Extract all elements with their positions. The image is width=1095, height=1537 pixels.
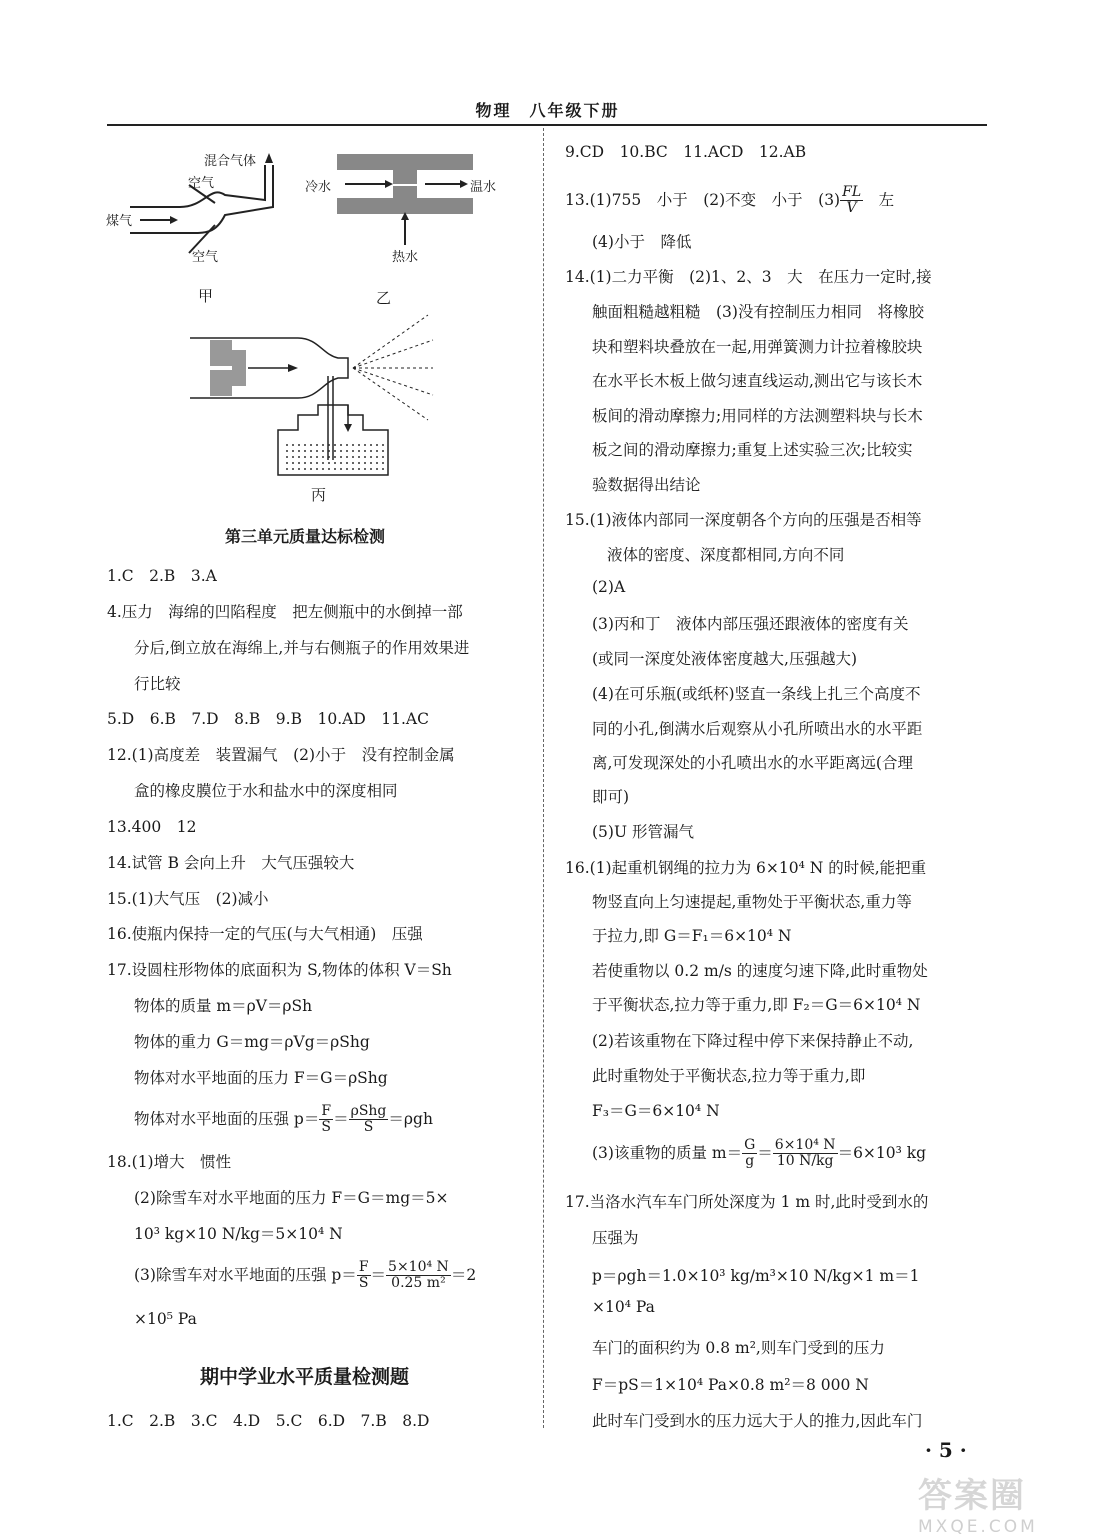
right-line-13: (3)丙和丁 液体内部压强还跟液体的密度有关 xyxy=(592,615,909,633)
fraction-f-over-s-2: $\frac{F}{S}$ xyxy=(358,1259,369,1292)
fraction-force-over-area: $\frac{\text{5×10⁴ N}}{\text{0.25 m²}}$ xyxy=(388,1259,449,1292)
right-line-12: (2)A xyxy=(592,578,626,596)
fraction-pshg-over-s: $\frac{\text{ρShg}}{S}$ xyxy=(350,1103,387,1136)
left-line-15: 物体对水平地面的压强 p＝ $\frac{F}{S}$ ＝ $\frac{\text{ρShg}}{S}$ ＝ρgh xyxy=(134,1103,433,1136)
right-line-6: 在水平长木板上做匀速直线运动,测出它与该长木 xyxy=(592,372,923,390)
figure-yi xyxy=(305,150,485,250)
right-line-34: F＝pS＝1×10⁴ Pa×0.8 m²＝8 000 N xyxy=(592,1376,869,1394)
left-line-14: 物体对水平地面的压力 F＝G＝ρShg xyxy=(134,1069,388,1087)
label-warm-water: 温水 xyxy=(470,180,497,195)
right-line-30: 压强为 xyxy=(592,1229,639,1247)
right-line-26: 此时重物处于平衡状态,拉力等于重力,即 xyxy=(592,1067,866,1085)
watermark-logo xyxy=(918,1468,1088,1537)
figure-bing-caption: 丙 xyxy=(311,486,327,504)
fraction-g-over-g: $\frac{G}{g}$ xyxy=(744,1137,756,1170)
right-line-23: 若使重物以 0.2 m/s 的速度匀速下降,此时重物处 xyxy=(592,962,928,980)
right-line-22: 于拉力,即 G＝F₁＝6×10⁴ N xyxy=(592,927,792,945)
right-line-27: F₃＝G＝6×10⁴ N xyxy=(592,1102,720,1120)
right-line-1: 13.(1)755 小于 (2)不变 小于 (3) $\frac{FL}{V}$ 左 xyxy=(565,184,895,217)
label-air-bottom: 空气 xyxy=(192,250,219,265)
left-line-9: 15.(1)大气压 (2)减小 xyxy=(107,890,269,908)
right-line-8: 板之间的滑动摩擦力;重复上述实验三次;比较实 xyxy=(592,441,913,459)
midterm-title: 期中学业水平质量检测题 xyxy=(200,1366,410,1388)
label-air-top: 空气 xyxy=(188,176,215,191)
left-line-16: 18.(1)增大 惯性 xyxy=(107,1153,232,1171)
left-line-5: 12.(1)高度差 装置漏气 (2)小于 没有控制金属 xyxy=(107,746,455,764)
right-line-5: 块和塑料块叠放在一起,用弹簧测力计拉着橡胶块 xyxy=(592,338,923,356)
right-line-20: 16.(1)起重机钢绳的拉力为 6×10⁴ N 的时候,能把重 xyxy=(565,859,927,877)
page-number: · 5 · xyxy=(925,1438,967,1462)
left-line-4: 5.D 6.B 7.D 8.B 9.B 10.AD 11.AC xyxy=(107,710,429,728)
unit3-title: 第三单元质量达标检测 xyxy=(225,527,386,546)
left-line-3: 行比较 xyxy=(134,675,181,693)
mass-formula-label: (3)该重物的质量 m＝ xyxy=(592,1143,743,1162)
right-line-7: 板间的滑动摩擦力;用同样的方法测塑料块与长木 xyxy=(592,407,923,425)
header-rule xyxy=(107,124,987,126)
watermark-url: MXQE.COM xyxy=(918,1517,1038,1537)
page-header: 物理 八年级下册 xyxy=(475,101,620,120)
right-line-11: 液体的密度、深度都相同,方向不同 xyxy=(607,546,845,564)
left-line-20: ×10⁵ Pa xyxy=(134,1310,197,1328)
right-line-14: (或同一深度处液体密度越大,压强越大) xyxy=(592,650,858,668)
right-line-9: 验数据得出结论 xyxy=(592,476,701,494)
right-line-3: 14.(1)二力平衡 (2)1、2、3 大 在压力一定时,接 xyxy=(565,268,932,286)
left-line-13: 物体的重力 G＝mg＝ρVg＝ρShg xyxy=(134,1033,370,1051)
right-line-18: 即可) xyxy=(592,788,630,806)
left-line-0: 1.C 2.B 3.A xyxy=(107,567,217,585)
right-line-17: 离,可发现深处的小孔喷出水的水平距离远(合理 xyxy=(592,754,913,772)
right-line-16: 同的小孔,倒满水后观察从小孔所喷出水的水平距 xyxy=(592,720,923,738)
right-line-35: 此时车门受到水的压力远大于人的推力,因此车门 xyxy=(592,1412,923,1430)
right-line-32: ×10⁴ Pa xyxy=(592,1298,655,1316)
right-line-15: (4)在可乐瓶(或纸杯)竖直一条线上扎三个高度不 xyxy=(592,685,921,703)
fraction-f-over-s: $\frac{F}{S}$ xyxy=(321,1103,332,1136)
left-line-10: 16.使瓶内保持一定的气压(与大气相通) 压强 xyxy=(107,925,423,943)
right-line-4: 触面粗糙越粗糙 (3)没有控制压力相同 将橡胶 xyxy=(592,303,924,321)
pressure-formula-label: 物体对水平地面的压强 p＝ xyxy=(134,1109,320,1128)
column-divider xyxy=(543,128,544,1428)
label-gas: 煤气 xyxy=(106,214,133,229)
fraction-fl-over-v: $\frac{FL}{V}$ xyxy=(842,184,862,217)
right-line-10: 15.(1)液体内部同一深度朝各个方向的压强是否相等 xyxy=(565,511,922,529)
right-line-21: 物竖直向上匀速提起,重物处于平衡状态,重力等 xyxy=(592,893,912,911)
left-line-1: 4.压力 海绵的凹陷程度 把左侧瓶中的水倒掉一部 xyxy=(107,603,463,621)
figure-bing xyxy=(188,310,438,490)
left-line-8: 14.试管 B 会向上升 大气压强较大 xyxy=(107,854,355,872)
left-line-6: 盒的橡皮膜位于水和盐水中的深度相同 xyxy=(134,782,398,800)
midterm-line: 1.C 2.B 3.C 4.D 5.C 6.D 7.B 8.D xyxy=(107,1412,430,1430)
right-line-33: 车门的面积约为 0.8 m²,则车门受到的压力 xyxy=(592,1339,885,1357)
label-mixed-gas: 混合气体 xyxy=(204,154,257,169)
watermark-text: 答案圈 xyxy=(918,1476,1026,1516)
left-line-11: 17.设圆柱形物体的底面积为 S,物体的体积 V＝Sh xyxy=(107,961,452,979)
snow-pressure-label: (3)除雪车对水平地面的压强 p＝ xyxy=(134,1265,357,1284)
left-line-7: 13.400 12 xyxy=(107,818,197,836)
left-line-18: 10³ kg×10 N/kg＝5×10⁴ N xyxy=(134,1225,343,1243)
figure-jia-caption: 甲 xyxy=(198,287,214,305)
left-line-17: (2)除雪车对水平地面的压力 F＝G＝mg＝5× xyxy=(134,1189,449,1207)
right-line-31: p＝ρgh＝1.0×10³ kg/m³×10 N/kg×1 m＝1 xyxy=(592,1267,920,1285)
fraction-weight-over-g: $\frac{\text{6×10⁴ N}}{10 N/kg}$ xyxy=(774,1137,836,1170)
right-line-29: 17.当洛水汽车车门所处深度为 1 m 时,此时受到水的 xyxy=(565,1193,929,1211)
label-cold-water: 冷水 xyxy=(305,180,332,195)
right-line-24: 于平衡状态,拉力等于重力,即 F₂＝G＝6×10⁴ N xyxy=(592,996,921,1014)
right-line-2: (4)小于 降低 xyxy=(592,233,692,251)
left-line-2: 分后,倒立放在海绵上,并与右侧瓶子的作用效果进 xyxy=(134,639,470,657)
q13-label: 13.(1)755 小于 (2)不变 小于 (3) xyxy=(565,190,841,209)
left-line-19: (3)除雪车对水平地面的压强 p＝ $\frac{F}{S}$ ＝ $\frac{\text{5×10⁴ N}}{\text{0.25 m²}}$ ＝2 xyxy=(134,1259,477,1292)
right-line-19: (5)U 形管漏气 xyxy=(592,823,694,841)
right-line-0: 9.CD 10.BC 11.ACD 12.AB xyxy=(565,143,807,161)
right-line-25: (2)若该重物在下降过程中停下来保持静止不动, xyxy=(592,1032,914,1050)
right-line-28: (3)该重物的质量 m＝ $\frac{G}{g}$ ＝ $\frac{\text{6×10⁴ N}}{10 N/kg}$ ＝6×10³ kg xyxy=(592,1137,927,1170)
left-line-12: 物体的质量 m＝ρV＝ρSh xyxy=(134,997,313,1015)
label-hot-water: 热水 xyxy=(392,250,419,265)
figure-yi-caption: 乙 xyxy=(376,289,392,307)
